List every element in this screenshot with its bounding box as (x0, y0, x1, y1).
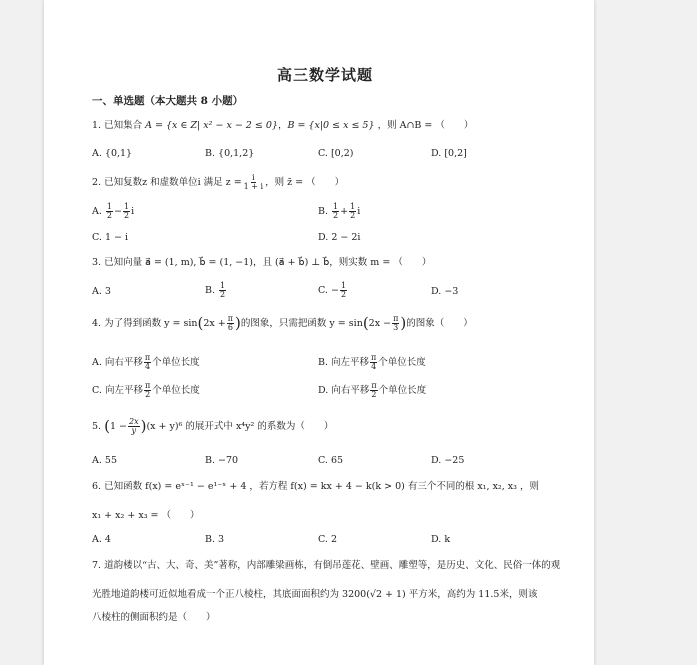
q4-f2-d: 3 (393, 323, 399, 332)
q2-a-d2: 2 (123, 211, 130, 220)
q2-option-d: D. 2 − 2i (318, 232, 361, 243)
q2-option-b (318, 203, 360, 220)
q2-option-a-label: A. (92, 205, 102, 217)
q4-b-post: 个单位长度 (378, 356, 426, 368)
q5-paren-close: ) (140, 417, 147, 435)
q4-a-post: 个单位长度 (152, 356, 200, 368)
q2-b-d2: 2 (350, 211, 356, 220)
q2-a-n2: 1 (123, 202, 130, 211)
q3-option-b-label: B. (205, 284, 216, 296)
q4-part1: 4. 为了得到函数 y = sin (92, 317, 198, 329)
q3-option-c-label: C. − (318, 284, 339, 296)
q4-option-c (92, 382, 200, 399)
q2-prefix: 2. 已知复数z 和虚数单位i 满足 z = (92, 176, 242, 188)
question-7-line1: 7. 道韵楼以“古、大、奇、美”著称，内部雕梁画栋，有倒吊莲花、壁画、雕塑等，是历史、文化、民俗一体的观 (92, 560, 561, 571)
q4-a-d: 4 (144, 362, 151, 371)
q1-set-b: B = {x|0 ≤ x ≤ 5} (287, 120, 375, 131)
q4-part2: 的图象，只需把函数 y = sin (240, 317, 363, 329)
q4-paren-open-1: ( (197, 314, 204, 332)
q4-f2-n: π (393, 314, 399, 323)
q2-option-a (92, 203, 134, 220)
q2-frac-den: 1 + i (243, 182, 264, 191)
question-4 (92, 315, 473, 332)
q5-inner: 1 − (109, 420, 127, 432)
q4-a-n: π (144, 353, 151, 362)
q4-c-n: π (144, 381, 151, 390)
q4-option-b (318, 354, 426, 371)
q4-d-post: 个单位长度 (378, 384, 427, 396)
q4-frac2 (392, 315, 399, 332)
q2-option-c: C. 1 − i (92, 232, 129, 243)
q4-d-pre: D. 向右平移 (318, 384, 370, 396)
q4-f1-d: 6 (227, 323, 233, 332)
q6-option-b: B. 3 (205, 534, 225, 545)
q4-f1-n: π (227, 314, 234, 323)
q3-option-d: D. −3 (431, 286, 459, 297)
q4-a-pre: A. 向右平移 (92, 356, 143, 368)
question-5 (92, 418, 333, 435)
q5-frac (128, 418, 140, 435)
q5-number: 5. (92, 420, 102, 432)
q3-option-b-frac (219, 282, 226, 299)
document-title: 高三数学试题 (277, 66, 374, 84)
q2-a-n1: 1 (106, 202, 113, 211)
q4-a-frac (144, 354, 151, 371)
q1-option-a: A. {0,1} (92, 148, 133, 159)
q5-rest: (x + y)⁶ 的展开式中 x⁴y² 的系数为（ ） (146, 420, 334, 432)
q4-d-frac (370, 382, 377, 399)
q4-part2-inner: 2x − (368, 317, 392, 329)
q2-option-b-frac2 (349, 203, 356, 220)
q3-c-n: 1 (340, 281, 347, 290)
q5-frac-n: 2x (129, 417, 139, 426)
q3-c-d: 2 (340, 290, 347, 299)
q1-option-c: C. [0,2) (318, 148, 354, 159)
question-2 (92, 174, 344, 191)
q4-c-pre: C. 向左平移 (92, 384, 143, 396)
q4-c-d: 2 (145, 390, 151, 399)
q5-option-a: A. 55 (92, 455, 117, 466)
q1-suffix: ，则 A∩B = （ ） (377, 120, 474, 131)
question-7-line3: 八棱柱的侧面积约是（ ） (92, 612, 216, 623)
q2-b-n2: 1 (350, 202, 356, 211)
q1-option-d: D. [0,2] (431, 148, 467, 159)
q1-sep: ， (277, 120, 288, 131)
q4-d-d: 2 (371, 390, 377, 399)
q4-c-post: 个单位长度 (152, 384, 200, 396)
q3-b-n: 1 (220, 281, 226, 290)
q2-option-b-frac1 (332, 203, 339, 220)
question-3: 3. 已知向量 a⃗ = (1, m), b⃗ = (1, −1)，且 (a⃗ + b⃗) ⊥ b⃗，则实数 m = （ ） (92, 257, 432, 268)
q4-paren-close-1: ) (235, 314, 241, 332)
q4-paren-close-2: ) (400, 314, 407, 332)
q2-suffix: ，则 z̄ = （ ） (265, 176, 345, 188)
q4-b-n: π (371, 353, 377, 362)
q4-b-frac (370, 354, 377, 371)
q2-option-b-label: B. (318, 205, 329, 217)
q2-frac-num: i (252, 173, 255, 182)
q3-option-a: A. 3 (92, 286, 111, 297)
q1-prefix: 1. 已知集合 (92, 120, 143, 131)
q2-fraction (243, 174, 264, 191)
q5-paren-open: ( (104, 417, 110, 435)
q5-option-b: B. −70 (205, 455, 239, 466)
q4-b-d: 4 (371, 362, 377, 371)
q5-option-d: D. −25 (431, 455, 465, 466)
question-6-line2: x₁ + x₂ + x₃ = （ ） (92, 510, 200, 521)
q2-b-mid: + (340, 205, 349, 217)
q2-a-mid: − (114, 205, 122, 217)
q2-option-a-frac2 (123, 203, 130, 220)
question-6-line1: 6. 已知函数 f(x) = eˣ⁻¹ − e¹⁻ˣ + 4 ，若方程 f(x) = kx + 4 − k(k > 0) 有三个不同的根 x₁, x₂, x₃ ，则 (92, 481, 539, 492)
q1-option-b: B. {0,1,2} (205, 148, 255, 159)
section-heading: 一、单选题（本大题共 8 小题） (92, 95, 244, 107)
q3-option-c-frac (340, 282, 347, 299)
q4-frac1 (227, 315, 234, 332)
q2-b-n1: 1 (333, 202, 339, 211)
q4-part3: 的图象（ ） (406, 317, 473, 329)
q6-option-c: C. 2 (318, 534, 338, 545)
q3-option-b (205, 282, 227, 299)
q2-a-tail: i (131, 205, 135, 217)
q3-b-d: 2 (220, 290, 226, 299)
q4-part1-inner: 2x + (203, 317, 226, 329)
q4-b-pre: B. 向左平移 (318, 356, 370, 368)
q5-option-c: C. 65 (318, 455, 344, 466)
q2-b-tail: i (357, 205, 361, 217)
q4-d-n: π (371, 381, 377, 390)
q5-frac-d: y (131, 426, 137, 435)
question-1 (92, 121, 473, 131)
q4-paren-open-2: ( (362, 314, 369, 332)
q4-option-a (92, 354, 200, 371)
q3-option-c (318, 282, 348, 299)
question-7-line2: 光胜地道韵楼可近似地看成一个正八棱柱，其底面面积约为 3200(√2 + 1) 平方米，高约为 11.5米，则该 (92, 589, 538, 600)
q4-c-frac (144, 382, 151, 399)
q6-option-d: D. k (431, 534, 451, 545)
q6-option-a: A. 4 (92, 534, 111, 545)
q2-b-d1: 2 (333, 211, 339, 220)
q4-option-d (318, 382, 426, 399)
q1-set-a: A = {x ∈ Z| x² − x − 2 ≤ 0} (145, 120, 278, 131)
q2-a-d1: 2 (106, 211, 113, 220)
document-page (44, 0, 594, 665)
q2-option-a-frac1 (106, 203, 113, 220)
